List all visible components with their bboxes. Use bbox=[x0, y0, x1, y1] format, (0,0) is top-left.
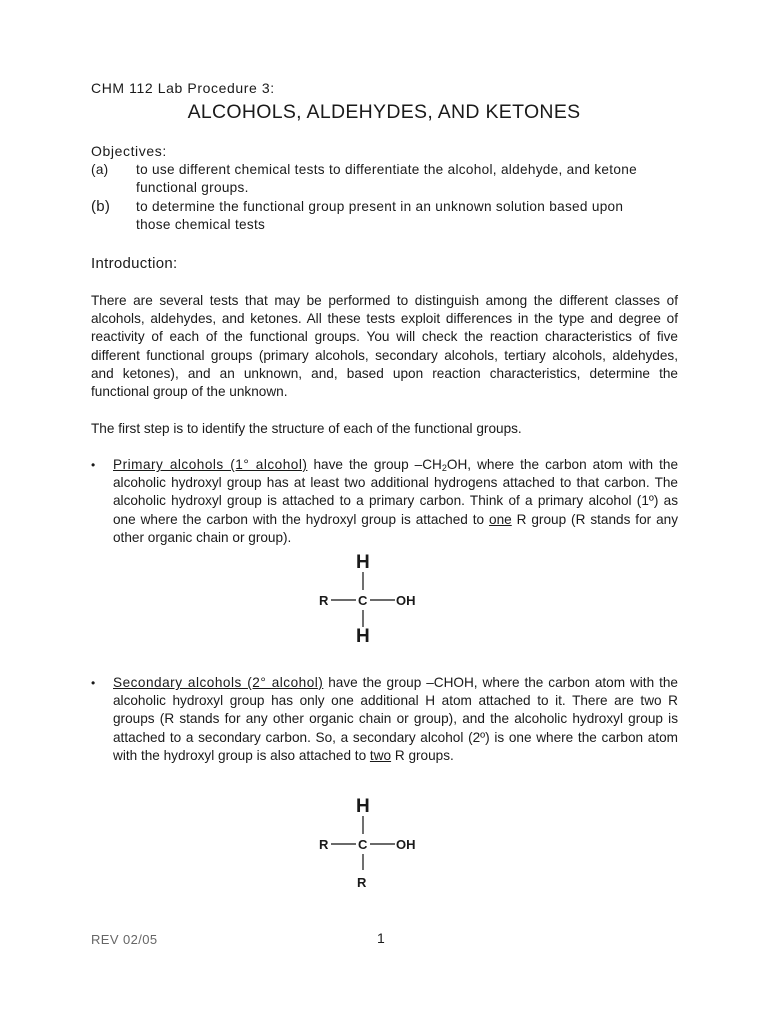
revision-label: REV 02/05 bbox=[91, 932, 158, 947]
atom-r-group: R bbox=[319, 837, 329, 852]
page-number: 1 bbox=[377, 930, 385, 946]
atom-hydroxyl: OH bbox=[396, 593, 416, 608]
secondary-alcohol-structure bbox=[300, 794, 440, 894]
primary-alcohol-bullet: Primary alcohols (1° alcohol) have the group $-CH_2OH$, where the carbon atom with the alcoholic hydroxyl group has at least two additional hydrogens attached to that carbon. The alcoholic hydroxyl group is attached to a primary carbon. Think of a primary alcohol (1º) as one where the carbon with the hydroxyl group is attached to one R group (R stands for any other organic chain or group). bbox=[113, 457, 679, 545]
atom-hydroxyl: OH bbox=[396, 837, 416, 852]
primary-alcohol-term: Primary alcohols (1° alcohol) bbox=[113, 457, 308, 472]
objective-text-line: to use different chemical tests to differentiate the alcohol, aldehyde, and ketone bbox=[136, 162, 637, 177]
bullet-icon: • bbox=[91, 676, 96, 690]
objective-text-line: to determine the functional group present in an unknown solution based upon bbox=[136, 199, 624, 214]
page-title: ALCOHOLS, ALDEHYDES, AND KETONES bbox=[187, 101, 581, 123]
objectives-heading: Objectives: bbox=[91, 143, 167, 159]
atom-r-group-bottom: R bbox=[357, 875, 367, 890]
atom-carbon: C bbox=[358, 593, 368, 608]
atom-hydrogen-bottom: H bbox=[356, 626, 370, 647]
objective-label: (b) bbox=[91, 198, 111, 215]
emphasis-two: two bbox=[369, 747, 392, 763]
atom-carbon: C bbox=[358, 837, 368, 852]
secondary-alcohol-term: Secondary alcohols (2° alcohol) bbox=[113, 675, 324, 690]
emphasis-one: one bbox=[489, 511, 512, 527]
primary-alcohol-structure bbox=[300, 550, 440, 650]
objective-label: (a) bbox=[91, 162, 109, 177]
course-heading: CHM 112 Lab Procedure 3: bbox=[91, 80, 275, 96]
objective-item bbox=[91, 198, 691, 234]
bullet-icon: • bbox=[91, 458, 96, 472]
intro-paragraph: There are several tests that may be performed to distinguish among the different classes of alcohols, aldehydes, and ketones. All these tests exploit differences in the type and degree of reactivity of each of the functional groups. You will check the reaction characteristics of five different functional groups (primary alcohols, secondary alcohols, tertiary alcohols, aldehydes, and ketones), and an unknown, and, based upon reaction characteristics, determine the functional group of the unknown. bbox=[91, 293, 678, 400]
atom-r-group: R bbox=[319, 593, 329, 608]
atom-hydrogen-top: H bbox=[356, 552, 370, 573]
introduction-heading: Introduction: bbox=[91, 255, 178, 272]
objective-text-line: those chemical tests bbox=[136, 217, 266, 232]
secondary-alcohol-bullet: Secondary alcohols (2° alcohol) have the group –CHOH, where the carbon atom with the alcoholic hydroxyl group has only one additional H atom attached to it. There are two R groups (R stands for any other organic chain or group), and the alcoholic hydroxyl group is attached to a secondary carbon. So, a secondary alcohol (2º) is one where the carbon atom with the hydroxyl group is also attached to two R groups. bbox=[113, 675, 678, 763]
objective-item bbox=[91, 161, 691, 197]
objective-text-line: functional groups. bbox=[136, 180, 249, 195]
intro-paragraph-2: The first step is to identify the structure of each of the functional groups. bbox=[91, 421, 522, 436]
atom-hydrogen-top: H bbox=[356, 796, 370, 817]
